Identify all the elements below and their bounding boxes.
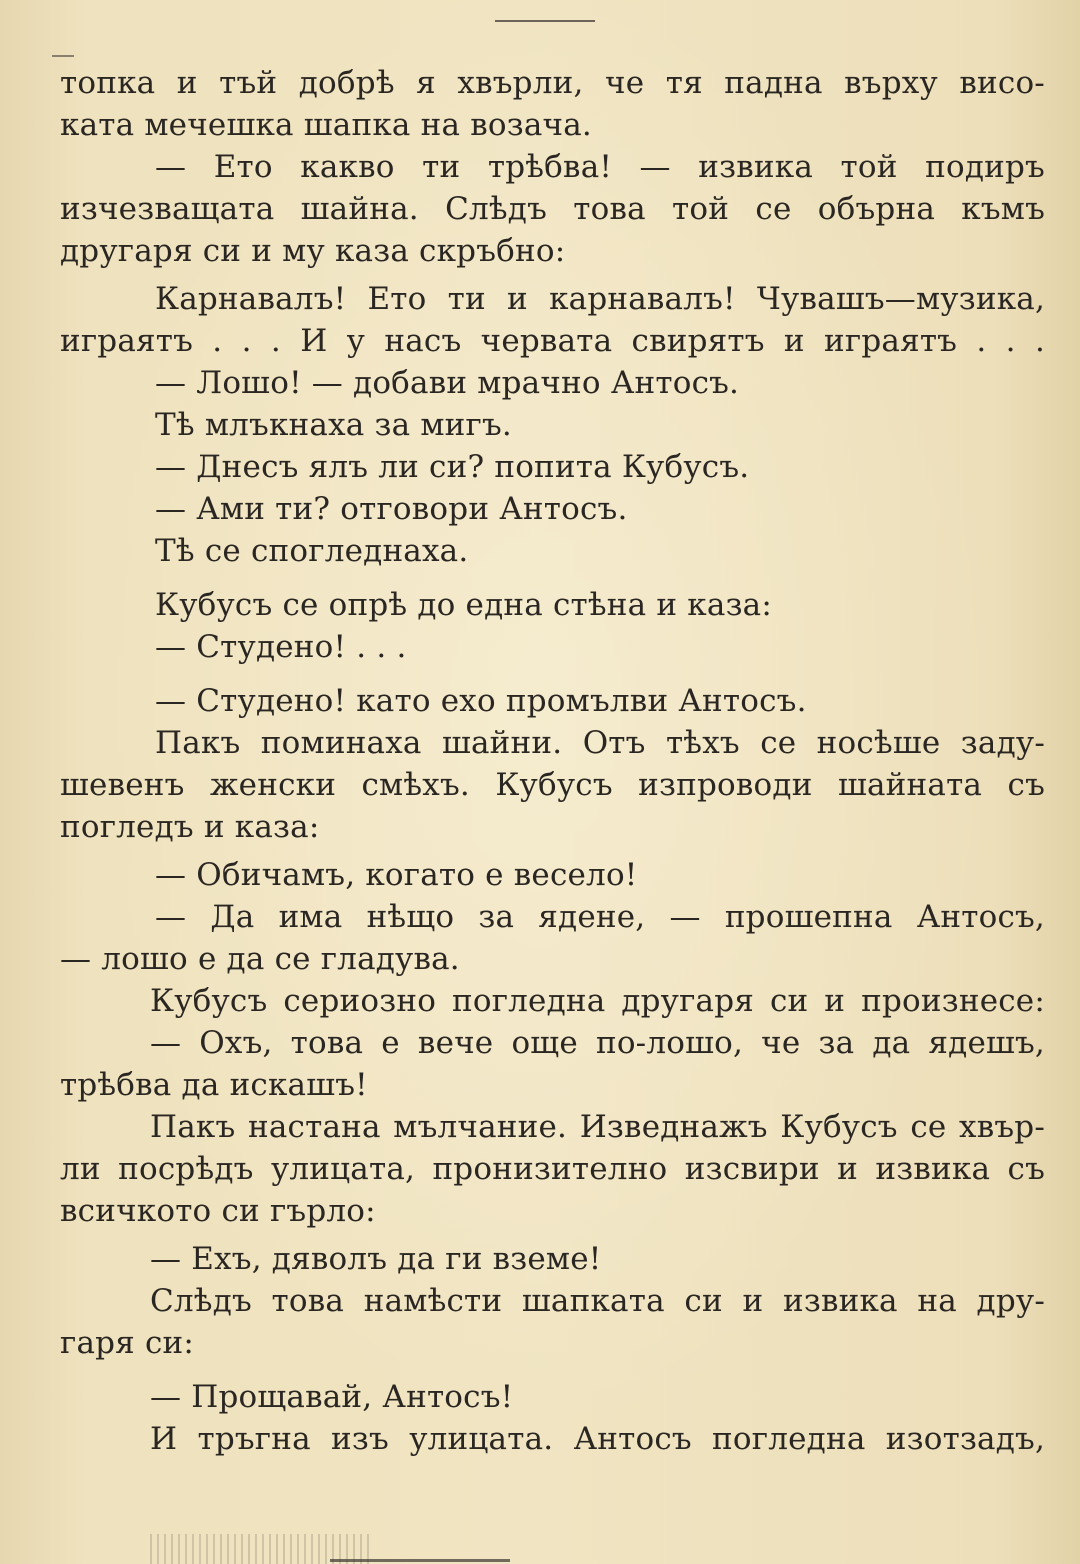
body-text xyxy=(60,62,1045,1460)
text-line: Слѣдъ това намѣсти шапката си и извика на дру- xyxy=(150,1283,1045,1319)
text-line: шевенъ женски смѣхъ. Кубусъ изпроводи шайната съ xyxy=(60,767,1045,803)
text-line: — Прощавай, Антосъ! xyxy=(150,1379,514,1415)
text-line: — Ехъ, дяволъ да ги вземе! xyxy=(150,1241,602,1277)
text-line: Кубусъ сериозно погледна другаря си и произнесе: xyxy=(150,983,1045,1019)
text-line: трѣбва да искашъ! xyxy=(60,1067,368,1103)
text-line: — Студено! като ехо промълви Антосъ. xyxy=(155,683,807,719)
text-line: — Да има нѣщо за ядене, — прошепна Антосъ, xyxy=(155,899,1045,935)
text-line: топка и тъй добрѣ я хвърли, че тя падна върху висо- xyxy=(60,65,1045,101)
page-bottom-rule xyxy=(330,1559,510,1562)
text-line: — Ето какво ти трѣбва! — извика той подиръ xyxy=(155,149,1045,185)
text-line: — Ами ти? отговори Антосъ. xyxy=(155,491,628,527)
text-line: Кубусъ се опрѣ до една стѣна и каза: xyxy=(155,587,772,623)
text-line: всичкото си гърло: xyxy=(60,1193,376,1229)
text-line: изчезващата шайна. Слѣдъ това той се обърна къмъ xyxy=(60,191,1045,227)
text-line: — лошо е да се гладува. xyxy=(60,941,460,977)
text-line: Пакъ поминаха шайни. Отъ тѣхъ се носѣше заду- xyxy=(155,725,1045,761)
text-line: погледъ и каза: xyxy=(60,809,320,845)
text-line: Тѣ се спогледнаха. xyxy=(155,533,469,569)
text-line: — Студено! . . . xyxy=(155,629,407,665)
text-line: ката мечешка шапка на возача. xyxy=(60,107,592,143)
text-line: Тѣ млъкнаха за мигъ. xyxy=(155,407,512,443)
text-line: — Лошо! — добави мрачно Антосъ. xyxy=(155,365,740,401)
text-line: играятъ . . . И у насъ червата свирятъ и играятъ . . . xyxy=(60,323,1045,359)
margin-mark xyxy=(52,55,74,57)
text-line: Карнавалъ! Ето ти и карнавалъ! Чувашъ—музика, xyxy=(155,281,1045,317)
text-line: гаря си: xyxy=(60,1325,195,1361)
text-line: Пакъ настана мълчание. Изведнажъ Кубусъ се хвър- xyxy=(150,1109,1045,1145)
text-line: — Обичамъ, когато е весело! xyxy=(155,857,638,893)
text-line: — Днесъ ялъ ли си? попита Кубусъ. xyxy=(155,449,750,485)
text-line: другаря си и му каза скръбно: xyxy=(60,233,566,269)
text-line: И тръгна изъ улицата. Антосъ погледна изотзадъ, xyxy=(150,1421,1045,1457)
text-line: — Охъ, това е вече още по-лошо, че за да ядешъ, xyxy=(150,1025,1045,1061)
page-header-rule xyxy=(495,20,595,22)
text-line: ли посрѣдъ улицата, пронизително изсвири и извика съ xyxy=(60,1151,1045,1187)
